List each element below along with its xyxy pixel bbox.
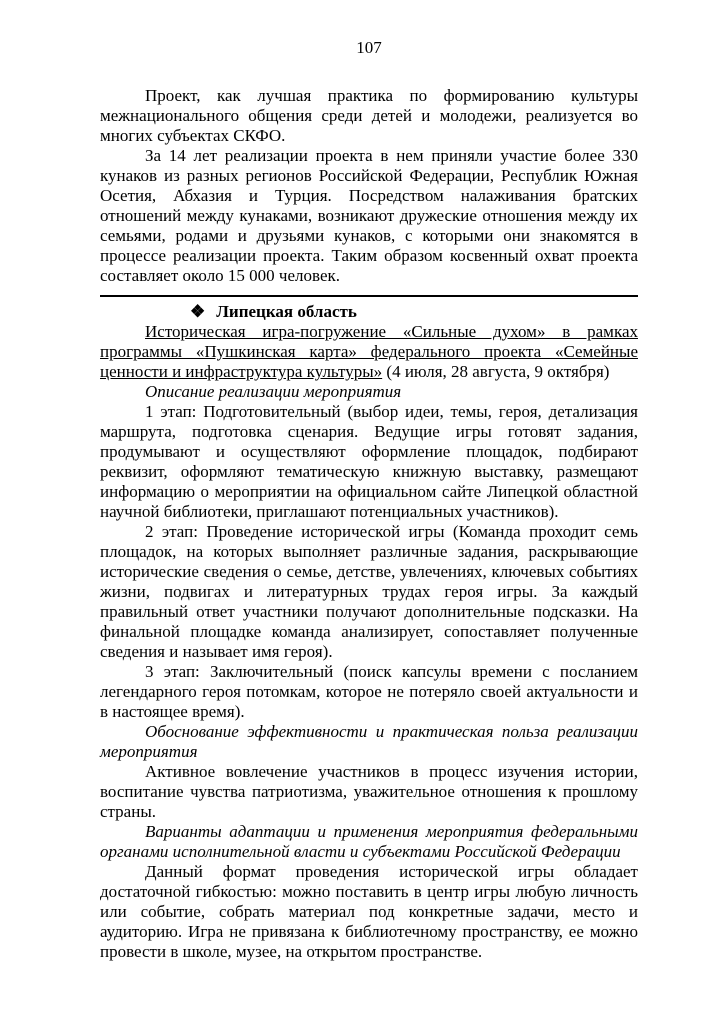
description-heading: Описание реализации мероприятия [145,382,402,401]
intro-paragraph-2: За 14 лет реализации проекта в нем приняли участие более 330 кунаков из разных регионов Российской Федерации, Республик Южная Осетия, Абхазия и Турция. Посредством налаживания братских отношений между кунаками, возникают дружеские отношения между их семьями, родами и друзьями кунаков, с которыми они знакомятся в процессе реализации проекта. Таким образом косвенный охват проекта составляет около 15 000 человек. [100,146,638,285]
stage-2-paragraph: 2 этап: Проведение исторической игры (Команда проходит семь площадок, на которых выполняет различные задания, раскрывающие исторические сведения о семье, детстве, увлечениях, ключевых событиях жизни, подвигах и литературных трудах героя игры. За каждый правильный ответ участники получают дополнительные подсказки. На финальной площадке команда анализирует, сопоставляет полученные сведения и называет имя героя). [100,522,638,661]
stage-1-paragraph: 1 этап: Подготовительный (выбор идеи, темы, героя, детализация маршрута, подготовка сценария. Ведущие игры готовят задания, продумывают и осуществляют оформление площадок, подбирают реквизит, оформляют тематическую книжную выставку, размещают информацию о мероприятии на официальном сайте Липецкой областной научной библиотеки, приглашают потенциальных участников). [100,402,638,521]
section-divider [100,295,638,297]
event-title-paragraph [100,322,638,382]
intro-paragraph-1: Проект, как лучшая практика по формированию культуры межнационального общения среди детей и молодежи, реализуется во многих субъектах СКФО. [100,86,638,145]
event-title-underlined: Историческая игра-погружение «Сильные духом» в рамках программы «Пушкинская карта» федерального проекта «Семейные ценности и инфраструктура культуры» [100,322,638,381]
effectiveness-heading: Обоснование эффективности и практическая польза реализации мероприятия [100,722,638,761]
page-number: 107 [356,38,382,57]
adaptation-paragraph: Данный формат проведения исторической игры обладает достаточной гибкостью: можно поставить в центр игры любую личность или событие, собрать материал под конкретные задачи, место и аудиторию. Игра не привязана к библиотечному пространству, ее можно провести в школе, музее, на открытом пространстве. [100,862,638,961]
region-name: Липецкая область [216,302,357,321]
region-heading [100,302,638,322]
stage-3-paragraph: 3 этап: Заключительный (поиск капсулы времени с посланием легендарного героя потомкам, которое не потеряло своей актуальности и в настоящее время). [100,662,638,721]
diamond-bullet-icon: ❖ [190,302,206,321]
effectiveness-paragraph: Активное вовлечение участников в процесс изучения истории, воспитание чувства патриотизма, уважительное отношения к прошлому страны. [100,762,638,821]
adaptation-heading: Варианты адаптации и применения мероприятия федеральными органами исполнительной власти и субъектами Российской Федерации [100,822,638,861]
event-dates: (4 июля, 28 августа, 9 октября) [382,362,610,381]
